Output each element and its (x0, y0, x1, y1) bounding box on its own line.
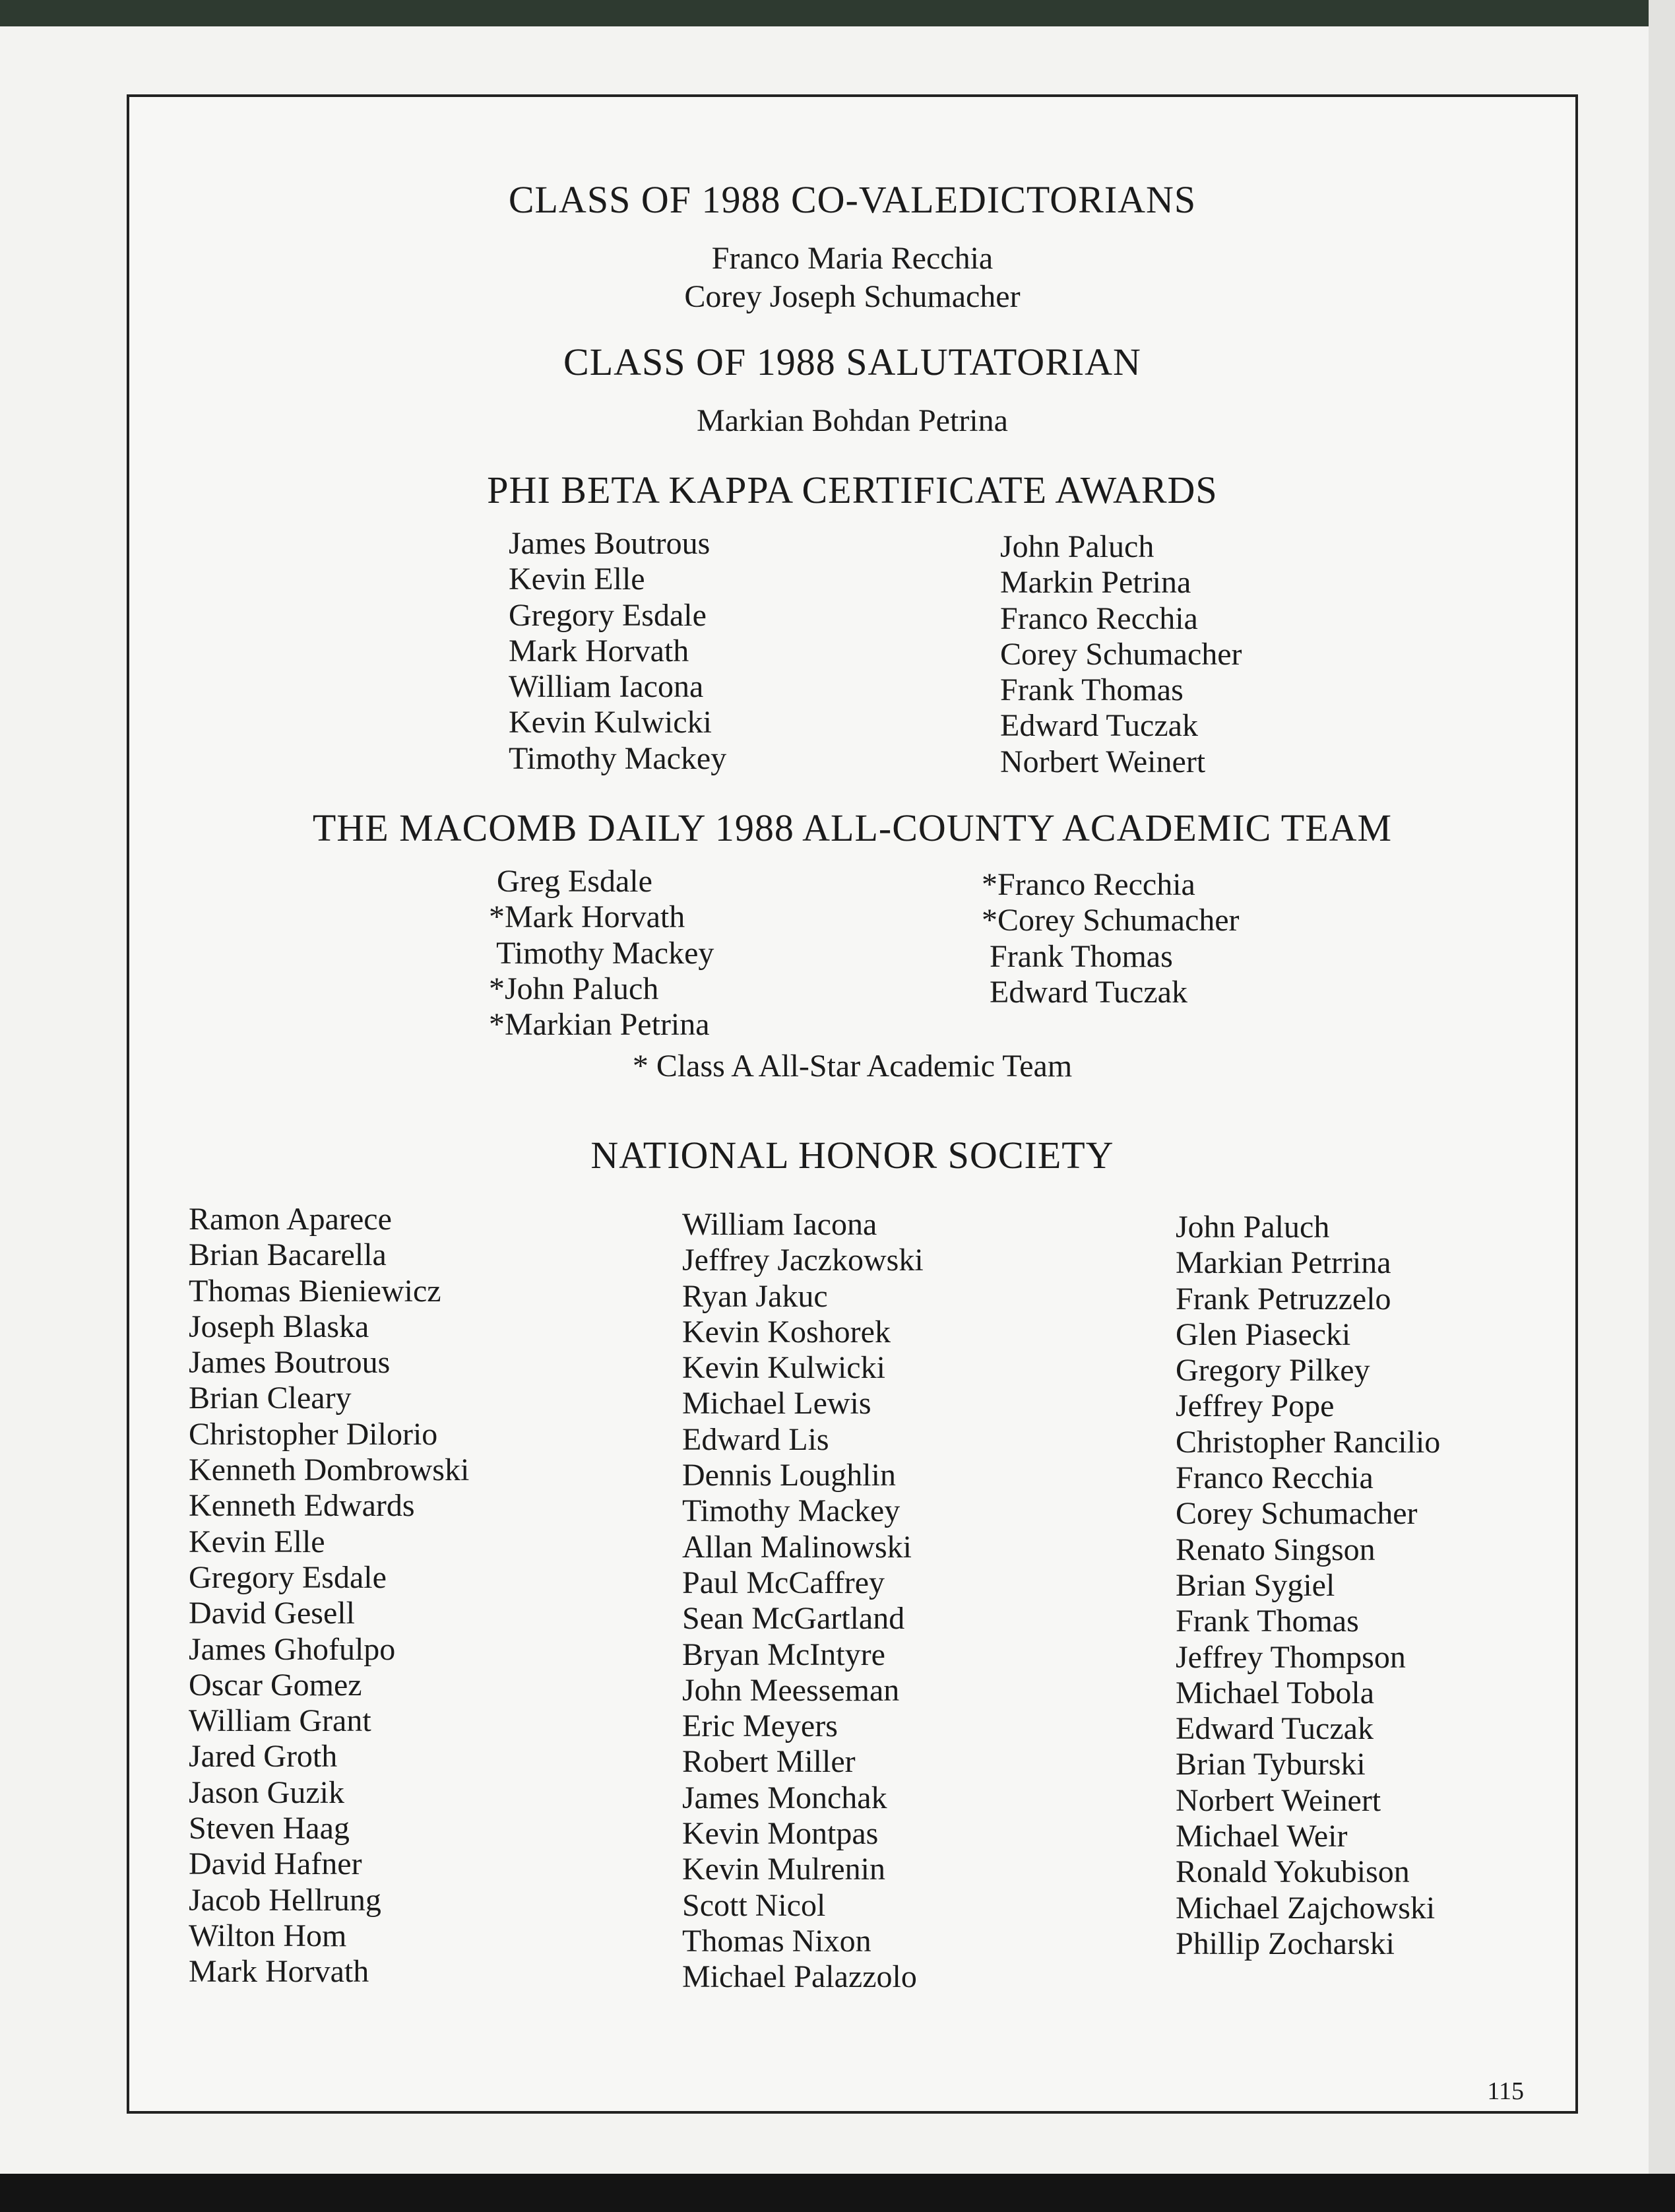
list-item: Ronald Yokubison (1176, 1854, 1410, 1890)
list-item: Kevin Montpas (682, 1816, 879, 1852)
list-item: Mark Horvath (509, 633, 689, 668)
list-item: John Paluch (1000, 529, 1154, 564)
phi-beta-kappa-left-column (509, 526, 726, 777)
list-item: Frank Petruzzelo (1176, 1281, 1391, 1317)
list-item: Kevin Kulwicki (509, 705, 712, 740)
list-item: Ryan Jakuc (682, 1278, 828, 1314)
list-item: Kevin Kulwicki (682, 1350, 885, 1386)
list-item: Thomas Nixon (682, 1923, 871, 1959)
list-item: Edward Tuczak (1000, 708, 1198, 744)
list-item: William Iacona (682, 1207, 877, 1242)
list-item: Brian Cleary (189, 1381, 352, 1416)
list-item: Michael Tobola (1176, 1675, 1375, 1710)
scan-bottom-edge (0, 2174, 1675, 2212)
nhs-column-3 (1176, 1210, 1440, 1962)
phi-beta-kappa-heading: PHI BETA KAPPA CERTIFICATE AWARDS (487, 469, 1218, 511)
list-item: Christopher Rancilio (1176, 1424, 1441, 1460)
list-item: James Boutrous (189, 1345, 391, 1381)
list-item: Paul McCaffrey (682, 1565, 885, 1600)
list-item: *Corey Schumacher (982, 903, 1240, 938)
list-item: Frank Thomas (1000, 672, 1184, 708)
list-item: Sean McGartland (682, 1601, 905, 1637)
list-item: William Grant (189, 1703, 371, 1739)
salutatorian-heading: CLASS OF 1988 SALUTATORIAN (563, 341, 1141, 383)
list-item: Norbert Weinert (1000, 744, 1206, 779)
list-item: Norbert Weinert (1176, 1782, 1381, 1818)
list-item: Allan Malinowski (682, 1529, 912, 1565)
macomb-daily-heading: THE MACOMB DAILY 1988 ALL-COUNTY ACADEMIC TEAM (312, 806, 1393, 849)
list-item: James Monchak (682, 1780, 887, 1815)
list-item: Michael Palazzolo (682, 1959, 917, 1995)
macomb-daily-footnote: * Class A All-Star Academic Team (632, 1049, 1073, 1084)
list-item: *Franco Recchia (982, 867, 1195, 902)
list-item: Christopher Dilorio (189, 1416, 438, 1452)
list-item: Thomas Bieniewicz (189, 1273, 441, 1309)
list-item: Gregory Esdale (189, 1559, 387, 1595)
list-item: Bryan McIntyre (682, 1637, 885, 1672)
list-item: *Markian Petrina (489, 1007, 710, 1043)
list-item: William Iacona (509, 669, 704, 705)
nhs-column-2 (682, 1207, 924, 1996)
list-item: Kenneth Edwards (189, 1488, 415, 1524)
list-item: Jacob Hellrung (189, 1882, 381, 1918)
list-item: Frank Thomas (982, 938, 1173, 974)
list-item: Jeffrey Pope (1176, 1388, 1335, 1424)
list-item: Jeffrey Jaczkowski (682, 1243, 924, 1278)
scan-top-edge (0, 0, 1675, 26)
covaledictorian-name: Franco Maria Recchia (711, 241, 994, 276)
list-item: James Boutrous (509, 526, 711, 561)
phi-beta-kappa-right-column (1000, 529, 1242, 780)
list-item: James Ghofulpo (189, 1631, 396, 1667)
list-item: Kevin Elle (189, 1524, 325, 1559)
national-honor-society-heading: NATIONAL HONOR SOCIETY (590, 1134, 1114, 1177)
macomb-daily-right-column (982, 867, 1240, 1010)
list-item: Timothy Mackey (489, 935, 714, 971)
list-item: John Paluch (1176, 1210, 1330, 1245)
list-item: Brian Sygiel (1176, 1567, 1335, 1603)
list-item: Brian Tyburski (1176, 1747, 1366, 1782)
list-item: Robert Miller (682, 1744, 856, 1780)
list-item: Michael Weir (1176, 1819, 1348, 1854)
macomb-daily-left-column (489, 864, 714, 1043)
list-item: Kenneth Dombrowski (189, 1452, 470, 1488)
list-item: Franco Recchia (1000, 601, 1198, 636)
scan-right-edge (1649, 0, 1675, 2212)
list-item: Kevin Koshorek (682, 1314, 891, 1350)
list-item: *John Paluch (489, 971, 659, 1006)
list-item: Ramon Aparece (189, 1202, 392, 1237)
list-item: Michael Zajchowski (1176, 1890, 1436, 1926)
list-item: Gregory Pilkey (1176, 1353, 1370, 1388)
list-item: Oscar Gomez (189, 1667, 362, 1703)
list-item: Jeffrey Thompson (1176, 1639, 1406, 1675)
list-item: Steven Haag (189, 1811, 350, 1846)
list-item: Wilton Hom (189, 1918, 347, 1953)
list-item: Markin Petrina (1000, 565, 1191, 601)
page-border (127, 94, 1578, 2114)
list-item: Brian Bacarella (189, 1237, 387, 1273)
list-item: Renato Singson (1176, 1532, 1375, 1567)
list-item: Edward Lis (682, 1421, 829, 1457)
list-item: Corey Schumacher (1176, 1496, 1418, 1532)
list-item: John Meesseman (682, 1672, 900, 1708)
page-number: 115 (1487, 2077, 1524, 2105)
list-item: Kevin Mulrenin (682, 1852, 885, 1887)
list-item: Dennis Loughlin (682, 1458, 896, 1493)
list-item: Frank Thomas (1176, 1604, 1359, 1639)
nhs-column-1 (189, 1202, 469, 1990)
list-item: Gregory Esdale (509, 597, 707, 633)
list-item: *Mark Horvath (489, 899, 685, 935)
list-item: Edward Tuczak (1176, 1711, 1374, 1747)
list-item: Timothy Mackey (682, 1493, 901, 1529)
list-item: Glen Piasecki (1176, 1317, 1351, 1352)
list-item: Joseph Blaska (189, 1309, 369, 1344)
list-item: David Hafner (189, 1846, 362, 1882)
list-item: Franco Recchia (1176, 1460, 1374, 1496)
list-item: Timothy Mackey (509, 740, 727, 776)
list-item: Michael Lewis (682, 1386, 871, 1421)
list-item: Mark Horvath (189, 1954, 369, 1990)
salutatorian-name: Markian Bohdan Petrina (697, 403, 1008, 438)
list-item: Greg Esdale (489, 864, 652, 899)
covaledictorian-name: Corey Joseph Schumacher (684, 279, 1021, 314)
list-item: Corey Schumacher (1000, 636, 1242, 672)
list-item: Kevin Elle (509, 562, 645, 597)
covaledictorians-list (129, 240, 1575, 316)
list-item: David Gesell (189, 1596, 355, 1631)
list-item: Phillip Zocharski (1176, 1926, 1395, 1961)
list-item: Eric Meyers (682, 1708, 838, 1744)
list-item: Jason Guzik (189, 1774, 344, 1810)
list-item: Edward Tuczak (982, 974, 1187, 1010)
list-item: Jared Groth (189, 1739, 338, 1774)
list-item: Scott Nicol (682, 1887, 826, 1923)
list-item: Markian Petrrina (1176, 1245, 1391, 1281)
covaledictorians-heading: CLASS OF 1988 CO-VALEDICTORIANS (508, 178, 1197, 221)
